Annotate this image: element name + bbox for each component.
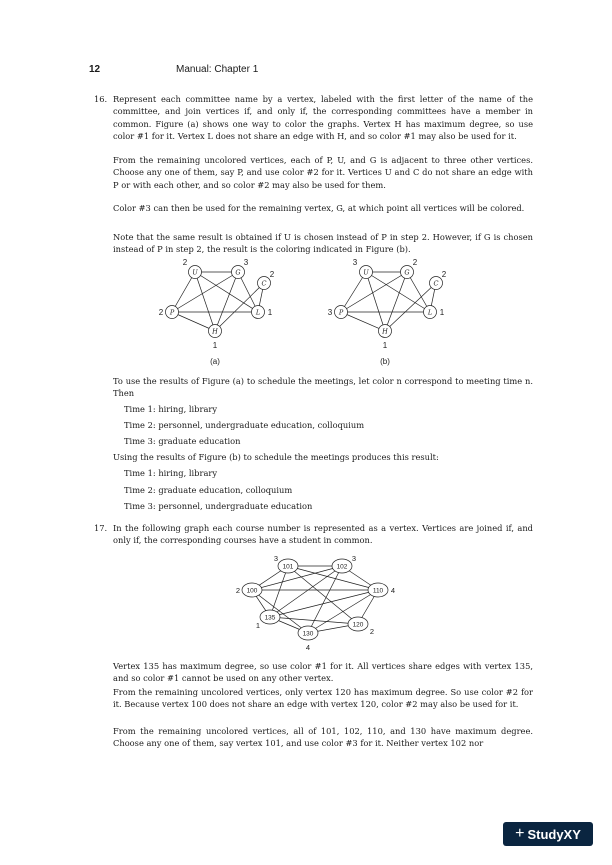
course-color-120: 2 <box>369 627 375 636</box>
schedule-a-time-3: Time 3: graduate education <box>124 436 241 446</box>
p17-paragraph-2: Vertex 135 has maximum degree, so use color #1 for it. All vertices share edges with vertex 135, and so color #1 cannot be used on any other vertex. <box>113 661 533 684</box>
fig-b-caption: (b) <box>380 357 390 366</box>
fig-a-color-l: 1 <box>267 308 273 317</box>
plus-icon: + <box>515 825 525 842</box>
fig-b-color-c: 2 <box>441 270 447 279</box>
schedule-b-time-3: Time 3: personnel, undergraduate education <box>124 501 313 511</box>
fig-b-color-g: 2 <box>412 258 418 267</box>
p16-paragraph-4: Note that the same result is obtained if U is chosen instead of P in step 2. However, if G is chosen instead of P in step 2, the result is the coloring indicated in Figure (b). <box>113 232 533 255</box>
schedule-b-time-1: Time 1: hiring, library <box>124 468 218 478</box>
p16-paragraph-2: From the remaining uncolored vertices, each of P, U, and G is adjacent to three other vertices. Choose any one of them, say P, and use color #2 for it. Vertices U and C do not share an edge with P or with each other, and so color #2 may also be used for them. <box>113 155 533 190</box>
course-label-110: 110 <box>372 587 384 595</box>
problem-17-number: 17. <box>94 523 108 533</box>
fig-a-color-c: 2 <box>269 270 275 279</box>
studyxy-brand-label: StudyXY <box>527 826 581 842</box>
fig-b-color-p: 3 <box>327 308 333 317</box>
fig-a-label-h: H <box>212 327 218 336</box>
p17-paragraph-1: In the following graph each course number is represented as a vertex. Vertices are joined if, and only if, the corresponding courses have a student in common. <box>113 523 533 546</box>
fig-b-color-l: 1 <box>439 308 445 317</box>
fig-b-label-g: G <box>404 268 410 277</box>
fig-b-label-l: L <box>427 308 433 317</box>
figure-a <box>172 272 264 331</box>
figure-b <box>341 272 436 331</box>
chapter-title: Manual: Chapter 1 <box>176 64 259 75</box>
problem-16-number: 16. <box>94 94 108 104</box>
course-color-130: 4 <box>305 643 311 652</box>
fig-a-label-g: G <box>235 268 241 277</box>
fig-a-label-p: P <box>169 308 175 317</box>
course-color-100: 2 <box>235 586 241 595</box>
fig-b-label-p: P <box>338 308 344 317</box>
course-label-135: 135 <box>264 614 276 622</box>
fig-a-color-u: 2 <box>182 258 188 267</box>
fig-a-label-c: C <box>261 279 267 288</box>
studyxy-badge[interactable] <box>503 822 593 846</box>
fig-a-color-h: 1 <box>212 341 218 350</box>
schedule-b-time-2: Time 2: graduate education, colloquium <box>124 485 293 495</box>
course-label-100: 100 <box>246 587 258 595</box>
fig-b-label-c: C <box>433 279 439 288</box>
fig-a-label-u: U <box>192 268 198 277</box>
fig-a-label-l: L <box>255 308 261 317</box>
fig-b-color-h: 1 <box>382 341 388 350</box>
p17-paragraph-3: From the remaining uncolored vertices, only vertex 120 has maximum degree. So use color #2 for it. Because vertex 100 does not share an edge with vertex 120, color #2 may also be used for it. <box>113 687 533 710</box>
p17-paragraph-4: From the remaining uncolored vertices, all of 101, 102, 110, and 130 have maximum degree. Choose any one of them, say vertex 101, and use color #3 for it. Neither vertex 102 nor <box>113 726 533 749</box>
fig-a-caption: (a) <box>210 357 220 366</box>
fig-b-color-u: 3 <box>352 258 358 267</box>
course-label-102: 102 <box>336 563 348 571</box>
fig-a-color-g: 3 <box>243 258 249 267</box>
course-color-101: 3 <box>273 554 279 563</box>
page-number: 12 <box>89 64 101 75</box>
fig-b-label-h: H <box>382 327 388 336</box>
course-color-135: 1 <box>255 621 261 630</box>
fig-b-label-u: U <box>363 268 369 277</box>
course-label-101: 101 <box>282 563 294 571</box>
schedule-a-time-2: Time 2: personnel, undergraduate education, colloquium <box>124 420 365 430</box>
p16-paragraph-1: Represent each committee name by a vertex, labeled with the first letter of the name of the committee, and join vertices if, and only if, the corresponding committees have a member in common. Figure (a) shows one way to color the graphs. Vertex H has maximum degree, so use color #1 for it. Vertex L does not share an edge with H, and so color #1 may also be used for it. <box>113 94 533 141</box>
p16-paragraph-6: Using the results of Figure (b) to schedule the meetings produces this result: <box>113 452 439 462</box>
course-label-130: 130 <box>302 630 314 638</box>
course-color-110: 4 <box>390 586 396 595</box>
p16-paragraph-3: Color #3 can then be used for the remaining vertex, G, at which point all vertices will be colored. <box>113 203 525 213</box>
course-label-120: 120 <box>352 621 364 629</box>
p16-paragraph-5: To use the results of Figure (a) to schedule the meetings, let color n correspond to meeting time n. Then <box>113 376 533 399</box>
fig-a-color-p: 2 <box>158 308 164 317</box>
schedule-a-time-1: Time 1: hiring, library <box>124 404 218 414</box>
course-color-102: 3 <box>351 554 357 563</box>
